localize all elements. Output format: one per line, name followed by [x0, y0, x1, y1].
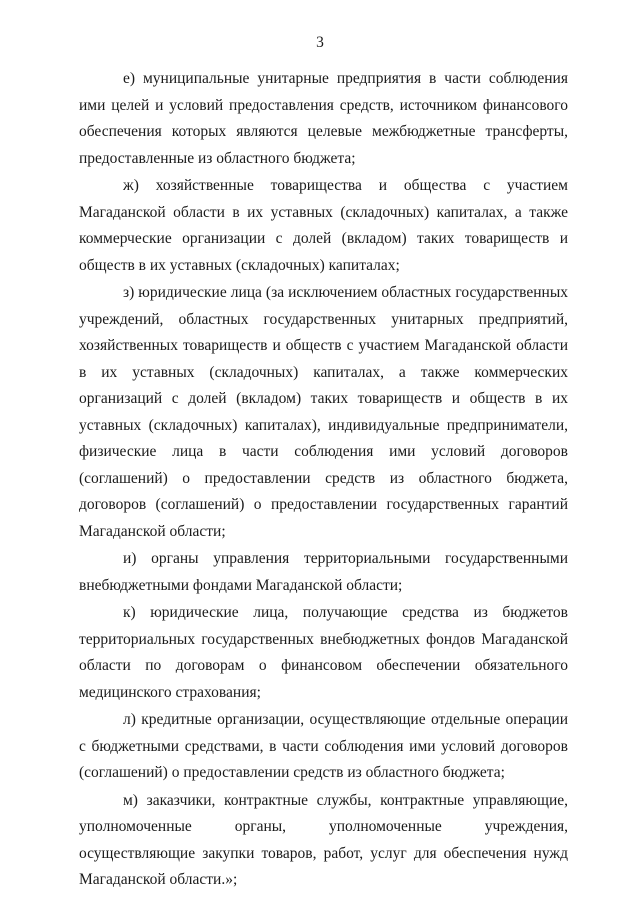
page-number: 3 — [316, 34, 324, 51]
paragraph-i: и) органы управления территориальными государственными внебюджетными фондами Магаданской области; — [79, 550, 568, 594]
paragraph-k: к) юридические лица, получающие средства из бюджетов территориальных государственных внебюджетных фондов Магаданской области по договорам о финансовом обеспечении обязательного медицинского страхования; — [79, 604, 568, 701]
paragraph-zh: ж) хозяйственные товарищества и общества с участием Магаданской области в их уставных (складочных) капиталах, а также коммерческие организации с долей (вкладом) таких товариществ и обществ в их уставных (складочных) капиталах; — [79, 177, 568, 274]
document-body — [79, 66, 568, 894]
paragraph-z: з) юридические лица (за исключением областных государственных учреждений, областных государственных унитарных предприятий, хозяйственных товариществ и обществ с участием Магаданской области в их уставных (складочных) капиталах, а также коммерческих организаций с долей (вкладом) таких товариществ и обществ в их уставных (складочных) капиталах), индивидуальные предприниматели, физические лица в части соблюдения ими условий договоров (соглашений) о предоставлении средств из областного бюджета, договоров (соглашений) о предоставлении государственных гарантий Магаданской области; — [79, 284, 568, 540]
paragraph-l: л) кредитные организации, осуществляющие отдельные операции с бюджетными средствами, в части соблюдения ими условий договоров (соглашений) о предоставлении средств из областного бюджета; — [79, 711, 568, 781]
paragraph-e: е) муниципальные унитарные предприятия в части соблюдения ими целей и условий предоставления средств, источником финансового обеспечения которых являются целевые межбюджетные трансферты, предоставленные из областного бюджета; — [79, 70, 568, 167]
paragraph-m: м) заказчики, контрактные службы, контрактные управляющие, уполномоченные органы, уполномоченные учреждения, осуществляющие закупки товаров, работ, услуг для обеспечения нужд Магаданской области.»; — [79, 791, 568, 888]
